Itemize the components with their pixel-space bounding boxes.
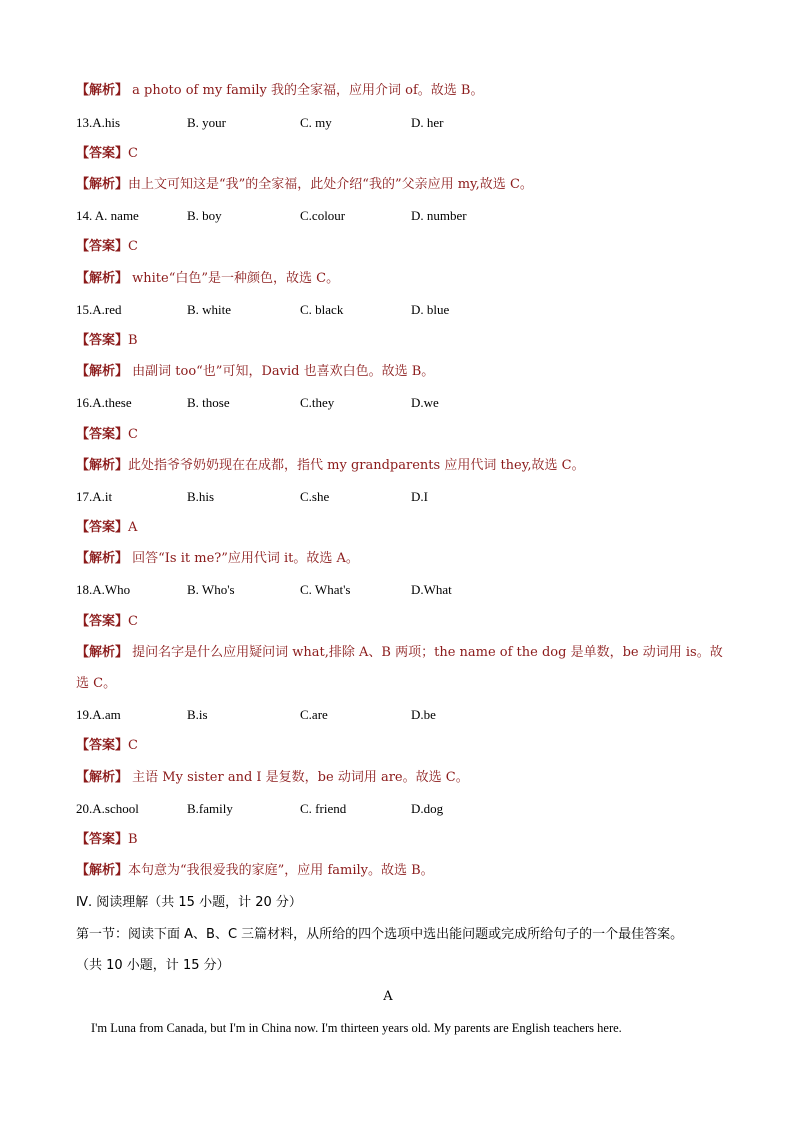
explanation-text: 本句意为“我很爱我的家庭”，应用 family。故选 B。 — [128, 863, 434, 878]
answer-tag: 【答案】 — [76, 239, 129, 254]
explanation-text: 由副词 too“也”可知，David 也喜欢白色。故选 B。 — [128, 364, 435, 379]
option-a: 16.A.these — [76, 395, 132, 410]
answer-text: A — [128, 520, 138, 535]
explanation-tag: 【解析】 — [76, 645, 129, 660]
option-c: C. black — [300, 302, 344, 317]
passage-label: A — [383, 989, 393, 1004]
explanation-line — [76, 176, 533, 194]
explanation-continuation: 选 C。 — [76, 676, 117, 691]
option-c: C.she — [300, 489, 330, 504]
option-b: B. boy — [187, 208, 222, 223]
explanation-text: white“白色”是一种颜色，故选 C。 — [128, 271, 340, 286]
explanation-line — [76, 363, 434, 381]
option-c: C.they — [300, 395, 335, 410]
passage-line: I'm Luna from Canada, but I'm in China now. I'm thirteen years old. My parents are English teachers here. — [91, 1021, 622, 1035]
explanation-line — [76, 550, 359, 568]
explanation-text: 提问名字是什么应用疑问词 what,排除 A、B 两项；the name of the dog 是单数，be 动词用 is。故 — [128, 645, 723, 660]
option-d: D. number — [411, 208, 467, 223]
option-c: C.colour — [300, 208, 346, 223]
option-b: B. those — [187, 395, 230, 410]
explanation-tag: 【解析】 — [76, 271, 129, 286]
explanation-tag: 【解析】 — [76, 551, 129, 566]
option-a: 20.A.school — [76, 801, 139, 816]
option-b: B.family — [187, 801, 233, 816]
answer-line — [76, 145, 138, 163]
explanation-text: 此处指爷爷奶奶现在在成都，指代 my grandparents 应用代词 they,故选 C。 — [128, 458, 585, 473]
option-d: D.be — [411, 707, 436, 722]
option-a: 14. A. name — [76, 208, 139, 223]
option-d: D.I — [411, 489, 428, 504]
explanation-line — [76, 644, 723, 662]
answer-text: C — [128, 239, 138, 254]
explanation-line — [76, 457, 585, 475]
answer-line — [76, 426, 138, 444]
option-b: B. Who's — [187, 582, 235, 597]
explanation-tag: 【解析】 — [76, 863, 129, 878]
answer-line — [76, 238, 138, 256]
answer-text: C — [128, 738, 138, 753]
option-d: D.we — [411, 395, 439, 410]
answer-tag: 【答案】 — [76, 614, 129, 629]
option-d: D.What — [411, 582, 452, 597]
option-d: D.dog — [411, 801, 444, 816]
part1-instruction: 第一节：阅读下面 A、B、C 三篇材料，从所给的四个选项中选出能问题或完成所给句子的一个最佳答案。 — [76, 927, 684, 942]
option-c: C.are — [300, 707, 328, 722]
answer-line — [76, 737, 138, 755]
explanation-text: 回答“Is it me?”应用代词 it。故选 A。 — [128, 551, 359, 566]
answer-text: B — [128, 333, 138, 348]
answer-text: B — [128, 832, 138, 847]
explanation-text: 由上文可知这是“我”的全家福，此处介绍“我的”父亲应用 my,故选 C。 — [128, 177, 533, 192]
explanation-tag: 【解析】 — [76, 177, 129, 192]
explanation-line — [76, 270, 339, 288]
answer-text: C — [128, 614, 138, 629]
answer-line — [76, 831, 138, 849]
option-a: 13.A.his — [76, 115, 121, 130]
explanation-tag: 【解析】 — [76, 770, 129, 785]
answer-line — [76, 613, 138, 631]
part1-note: （共 10 小题，计 15 分） — [76, 958, 230, 973]
option-a: 17.A.it — [76, 489, 113, 504]
explanation-line — [76, 82, 483, 100]
option-a: 15.A.red — [76, 302, 122, 317]
option-a: 19.A.am — [76, 707, 121, 722]
explanation-text: a photo of my family 我的全家福，应用介词 of。故选 B。 — [128, 83, 484, 98]
explanation-text: 主语 My sister and I 是复数，be 动词用 are。故选 C。 — [128, 770, 469, 785]
answer-text: C — [128, 427, 138, 442]
explanation-tag: 【解析】 — [76, 458, 129, 473]
option-b: B.is — [187, 707, 208, 722]
answer-tag: 【答案】 — [76, 738, 129, 753]
option-b: B. white — [187, 302, 232, 317]
option-a: 18.A.Who — [76, 582, 131, 597]
answer-line — [76, 332, 138, 350]
option-d: D. her — [411, 115, 444, 130]
answer-tag: 【答案】 — [76, 832, 129, 847]
section-heading: Ⅳ. 阅读理解（共 15 小题，计 20 分） — [76, 895, 302, 910]
answer-tag: 【答案】 — [76, 333, 129, 348]
explanation-line — [76, 769, 469, 787]
answer-tag: 【答案】 — [76, 427, 129, 442]
explanation-tag: 【解析】 — [76, 364, 129, 379]
answer-line — [76, 519, 137, 537]
option-c: C. What's — [300, 582, 351, 597]
option-b: B.his — [187, 489, 215, 504]
explanation-line — [76, 862, 434, 880]
option-c: C. my — [300, 115, 332, 130]
option-b: B. your — [187, 115, 226, 130]
answer-tag: 【答案】 — [76, 520, 129, 535]
answer-text: C — [128, 146, 138, 161]
explanation-tag: 【解析】 — [76, 83, 129, 98]
option-c: C. friend — [300, 801, 347, 816]
option-d: D. blue — [411, 302, 450, 317]
answer-tag: 【答案】 — [76, 146, 129, 161]
